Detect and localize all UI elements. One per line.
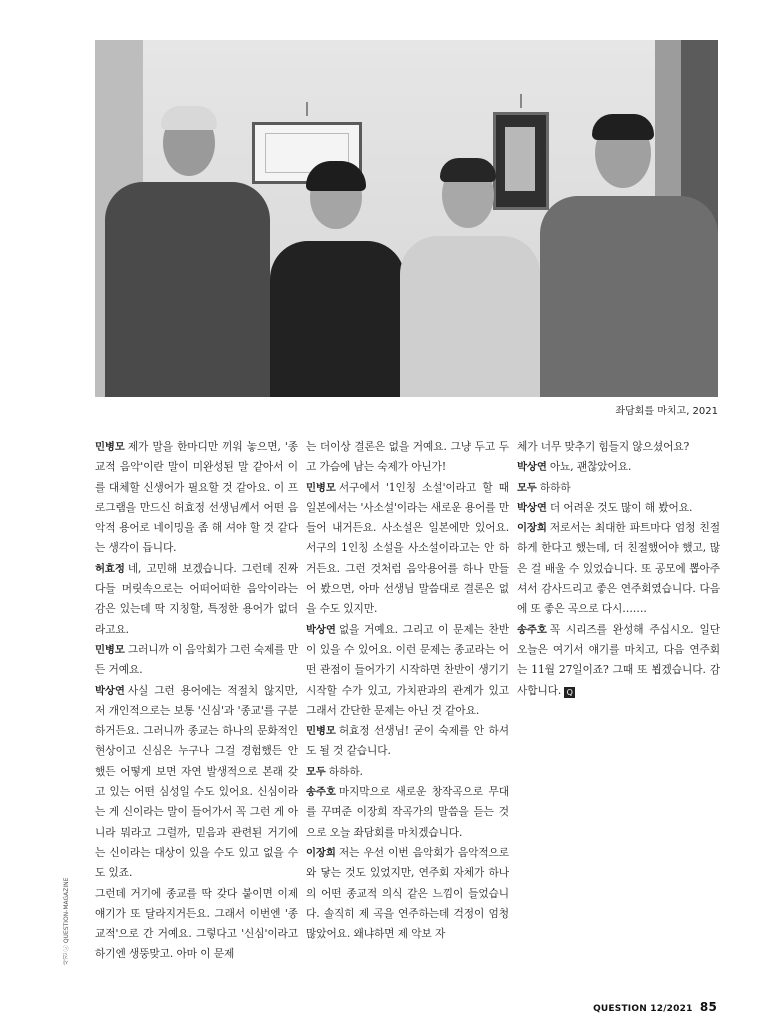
photo-caption: 좌담회를 마치고, 2021 <box>615 406 718 417</box>
group-photo <box>95 40 718 397</box>
dialogue-paragraph <box>95 681 298 884</box>
speech-text: 허효정 선생님! 굳이 숙제를 안 하셔도 될 것 같습니다. <box>306 724 509 758</box>
person-3 <box>400 162 540 397</box>
dialogue-paragraph <box>306 437 509 478</box>
speech-text: 서구에서 '1인칭 소설'이라고 할 때 일본에서는 '사소설'이라는 새로운 용어를 만들어 내거든요. 사소설은 일본에만 있어요. 서구의 1인칭 소설을 사소설이라고는 안 하거든요. 그런 것처럼 음악용어를 하나 만들어 봤으면, 아마 선생님 말씀대로 결론은 없을 수도 있지만. <box>306 480 509 616</box>
dialogue-paragraph <box>517 478 720 498</box>
speaker-name: 민병모 <box>95 441 125 453</box>
person-4 <box>540 118 718 397</box>
photo-credit: 사진 ⓒ QUESTION-MAGAZINE <box>63 877 70 965</box>
dialogue-paragraph <box>306 762 509 782</box>
speaker-name: 민병모 <box>95 643 125 656</box>
dialogue-paragraph <box>517 457 720 477</box>
speech-text: 그러니까 이 음악회가 그런 숙제를 만든 거예요. <box>95 642 298 677</box>
dialogue-paragraph <box>517 518 720 619</box>
speaker-name: 박상연 <box>95 684 125 697</box>
speech-text: 꼭 시리즈를 완성해 주십시오. 일단 오늘은 여기서 얘기를 마치고, 다음 연주회는 11월 27일이죠? 그때 또 뵙겠습니다. 감사합니다. <box>517 622 720 697</box>
speaker-name: 민병모 <box>306 481 336 494</box>
speaker-name: 박상연 <box>306 623 336 636</box>
dialogue-paragraph <box>306 478 509 620</box>
speech-text: 아뇨, 괜찮았어요. <box>549 460 632 474</box>
speech-text: 체가 너무 맞추기 힘들지 않으셨어요? <box>517 440 690 453</box>
dialogue-paragraph <box>517 498 720 518</box>
speaker-name: 박상연 <box>517 501 547 514</box>
speaker-name: 모두 <box>306 765 326 778</box>
dialogue-paragraph <box>95 437 298 559</box>
speaker-name: 민병모 <box>306 725 336 738</box>
issue-label: QUESTION 12/2021 <box>593 1004 693 1014</box>
page-number: 85 <box>699 1000 717 1014</box>
speaker-name: 송주호 <box>517 623 547 636</box>
speech-text: 없을 거예요. 그리고 이 문제는 찬반이 있을 수 있어요. 이런 문제는 종교라는 어떤 관점이 들어가기 시작하면 찬반이 생기기 시작할 수가 있고, 가치판과의 관계가 있고 그래서 간단한 문제는 아닌 것 같아요. <box>306 622 509 717</box>
text-column-1 <box>95 437 298 965</box>
speech-text: 제가 말을 한마디만 끼워 놓으면, '종교적 음악'이란 말이 미완성된 말 같아서 이를 대체할 신생어가 필요할 것 같아요. 이 프로그램을 만드신 허효정 선생님께서 어떤 음악적 용어로 네이밍을 좀 해 셔야 할 것 같다는 생각이 듭니다. <box>95 440 298 555</box>
speech-text: 하하하 <box>539 480 571 494</box>
page-footer <box>593 1000 717 1014</box>
speech-text: 하하하. <box>328 764 363 778</box>
dialogue-paragraph <box>95 559 298 640</box>
speech-text: 저로서는 최대한 파트마다 엄청 친절하게 한다고 했는데, 더 친절했어야 했고, 많은 걸 배울 수 있었습니다. 또 공모에 뽑아주셔서 감사드리고 좋은 연주회였습니다. 다음에 또 좋은 곡으로 다시……. <box>517 521 720 616</box>
frame-hook <box>520 94 522 108</box>
speaker-name: 송주호 <box>306 786 336 799</box>
dialogue-paragraph <box>95 884 298 965</box>
speaker-name: 이장희 <box>517 522 547 535</box>
dialogue-paragraph <box>306 843 509 944</box>
speaker-name: 모두 <box>517 481 537 494</box>
speech-text: 저는 우선 이번 음악회가 음악적으로 와 닿는 것도 있었지만, 연주회 자체가 하나의 어떤 종교적 의식 같은 느낌이 들었습니다. 솔직히 제 곡을 연주하는데 걱정이 엄청 많았어요. 왜냐하면 제 악보 자 <box>306 845 509 941</box>
speech-text: 마지막으로 새로운 창작곡으로 무대를 꾸며준 이장희 작곡가의 말씀을 듣는 것으로 오늘 좌담회를 마치겠습니다. <box>306 785 509 839</box>
frame-hook <box>306 102 308 116</box>
person-1 <box>105 110 270 397</box>
text-column-2 <box>306 437 509 944</box>
dialogue-paragraph <box>95 640 298 681</box>
speaker-name: 이장희 <box>306 846 336 859</box>
person-2 <box>270 165 405 397</box>
dialogue-paragraph <box>517 437 720 457</box>
dialogue-paragraph <box>306 620 509 721</box>
speech-text: 사실 그런 용어에는 적절치 않지만, 저 개인적으로는 보통 '신심'과 '종교'를 구분하거든요. 그러니까 종교는 하나의 문화적인 현상이고 신심은 누구나 그걸 경험했든 안 했든 어떻게 보면 자연 발생적으로 본래 갖고 있는 어떤 심성일 수도 있어요. 신심이라는 게 신이라는 말이 들어가서 꼭 그런 게 아니라 뭐라고 그럴까, 믿음과 관련된 거기에는 신이라는 대상이 있을 수도 있고 없을 수도 있죠. <box>95 683 298 880</box>
dialogue-paragraph <box>306 721 509 762</box>
end-mark-icon: Q <box>564 687 575 698</box>
speech-text: 그런데 거기에 종교를 딱 갖다 붙이면 이제 얘기가 또 달라지거든요. 그래서 이번엔 '종교적'으로 간 거예요. 그렇다고 '신심'이라고 하기엔 생뚱맞고. 아마 이 문제 <box>95 886 298 961</box>
speaker-name: 박상연 <box>517 461 547 474</box>
text-column-3 <box>517 437 720 701</box>
dialogue-paragraph <box>306 782 509 843</box>
dialogue-paragraph <box>517 620 720 701</box>
speech-text: 네, 고민해 보겠습니다. 그런데 진짜 다들 머릿속으로는 어떠어떠한 음악이라는 감은 있는데 딱 지칭할, 특정한 용어가 없더라고요. <box>95 561 298 636</box>
speech-text: 더 어려운 것도 많이 해 봤어요. <box>549 500 693 514</box>
speaker-name: 허효정 <box>95 562 125 575</box>
speech-text: 는 더이상 결론은 없을 거예요. 그냥 두고 두고 가슴에 남는 숙제가 아닌가! <box>306 440 509 474</box>
